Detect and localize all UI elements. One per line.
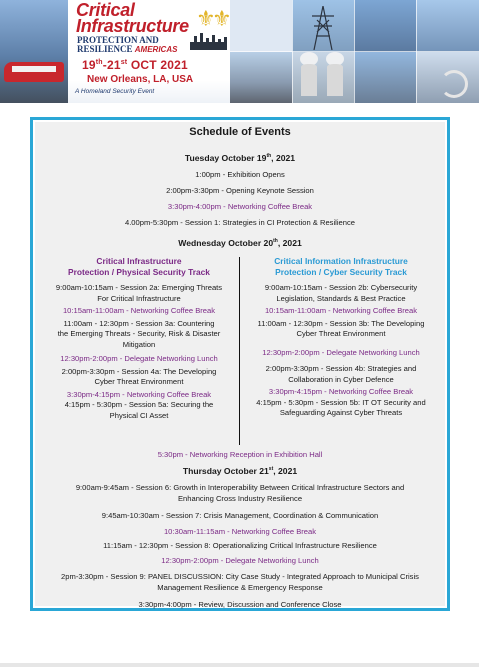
logo-subtitle-accent: AMERICAS: [134, 45, 178, 54]
schedule-item-break: 3:30pm-4:15pm - Networking Coffee Break: [268, 387, 414, 396]
page-bottom-rule: [0, 663, 479, 667]
day-heading-tuesday: Tuesday October 19th, 2021: [184, 153, 296, 163]
logo-title-line1: Critical: [76, 0, 135, 20]
schedule-item: 2:00pm-3:30pm - Session 4b: Strategies and: [265, 364, 417, 373]
track-divider: [239, 257, 240, 445]
track-title-line: Critical Infrastructure: [96, 256, 182, 266]
banner-divider: [230, 51, 479, 52]
schedule-item: 11:00am - 12:30pm - Session 3b: The Developing: [257, 318, 425, 328]
satellite-dish-icon: [440, 70, 468, 98]
schedule-item: Collaboration in Cyber Defence: [288, 374, 394, 384]
cyber-security-track: [246, 256, 436, 419]
schedule-item-break: 3:30pm-4:00pm - Networking Coffee Break: [167, 202, 313, 211]
schedule-item-lunch: 12:30pm-2:00pm - Delegate Networking Lunch: [60, 354, 218, 363]
track-title-line: Critical Information Infrastructure: [274, 256, 408, 266]
day-heading-wednesday: Wednesday October 20th, 2021: [178, 238, 302, 248]
industrial-photo: [230, 52, 292, 103]
logo-subtitle-word: RESILIENCE: [77, 44, 133, 54]
event-tagline: A Homeland Security Event: [75, 88, 155, 95]
schedule-item: 3:30pm-4:00pm - Review, Discussion and Conference Close: [138, 600, 342, 609]
schedule-item: the Emerging Threats - Security, Risk & Disaster: [57, 329, 221, 338]
schedule-item: Safeguarding Against Cyber Threats: [279, 408, 403, 417]
schedule-item: 1:00pm - Exhibition Opens: [195, 170, 285, 179]
schedule-item-break: 10:15am-11:00am - Networking Coffee Break: [62, 306, 216, 315]
train-icon: [4, 62, 64, 82]
train-window: [12, 66, 56, 72]
schedule-item: For Critical Infrastructure: [97, 293, 181, 303]
schedule-item: 2:00pm-3:30pm - Opening Keynote Session: [166, 186, 314, 195]
fleur-de-lis-icon: ⚜: [196, 6, 216, 31]
schedule-item: Enhancing Cross Industry Resilience: [177, 494, 303, 503]
schedule-item: 2:00pm-3:30pm - Session 4a: The Developing: [61, 366, 217, 376]
schedule-item: 4:15pm - 5:30pm - Session 5a: Securing the: [64, 400, 214, 409]
schedule-item-break: 3:30pm-4:15pm - Networking Coffee Break: [66, 389, 212, 399]
schedule-item: 11:15am - 12:30pm - Session 8: Operationalizing Critical Infrastructure Resilience: [103, 541, 377, 550]
train-photo: [0, 0, 68, 103]
cooling-tower-icon: [301, 64, 317, 96]
schedule-item-break: 10:15am-11:00am - Networking Coffee Break: [264, 306, 418, 315]
schedule-title: Schedule of Events: [189, 126, 291, 138]
logo-title-line2: Infrastructure: [76, 16, 189, 36]
skyline-icon: [190, 30, 228, 50]
schedule-item: Management Resilience & Emergency Response: [157, 583, 323, 592]
schedule-item-lunch: 12:30pm-2:00pm - Delegate Networking Lunch: [161, 556, 319, 565]
logo-subtitle-line2: [77, 45, 177, 54]
schedule-item: Physical CI Asset: [109, 410, 169, 420]
aircraft-photo: [354, 52, 416, 103]
schedule-item: 9:00am-10:15am - Session 2b: Cybersecurity: [264, 283, 418, 292]
schedule-item-reception: 5:30pm - Networking Reception in Exhibition Hall: [157, 450, 323, 459]
schedule-item: 2pm-3:30pm - Session 9: PANEL DISCUSSION: City Case Study - Integrated Approach to Municipal Crisis: [61, 572, 419, 581]
cooling-tower-icon: [327, 64, 343, 96]
logo-subtitle-line1: PROTECTION AND: [77, 35, 159, 45]
schedule-item: Mitigation: [122, 339, 156, 349]
schedule-item: Cyber Threat Environment: [296, 329, 386, 338]
day-heading-thursday: Thursday October 21st, 2021: [182, 466, 298, 476]
event-dates: 19th-21st OCT 2021: [82, 58, 188, 72]
schedule-item: 9:45am-10:30am - Session 7: Crisis Management, Coordination & Communication: [101, 511, 379, 520]
schedule-item: Cyber Threat Environment: [94, 377, 184, 386]
schedule-item: 4.00pm-5:30pm - Session 1: Strategies in CI Protection & Resilience: [124, 218, 356, 227]
schedule-item-break: 10:30am-11:15am - Networking Coffee Break: [163, 527, 317, 536]
schedule-item: Legislation, Standards & Best Practice: [276, 293, 406, 303]
track-title-line: Protection / Cyber Security Track: [275, 267, 407, 277]
fleur-de-lis-icon: ⚜: [212, 6, 232, 31]
event-location: New Orleans, LA, USA: [87, 74, 194, 85]
schedule-item: 9:00am-9:45am - Session 6: Growth in Interoperability Between Critical Infrastructure Sectors and: [75, 483, 405, 492]
event-banner: [0, 0, 479, 103]
physical-security-track: [44, 256, 234, 421]
schedule-item: 11:00am - 12:30pm - Session 3a: Countering: [63, 318, 215, 328]
pylon-icon: [310, 6, 336, 50]
track-title-line: Protection / Physical Security Track: [68, 267, 210, 277]
schedule-item: 9:00am-10:15am - Session 2a: Emerging Threats: [55, 283, 223, 292]
schedule-item: 4:15pm - 5:30pm - Session 5b: IT OT Security and: [256, 397, 426, 407]
schedule-item-lunch: 12:30pm-2:00pm - Delegate Networking Lunch: [262, 347, 420, 357]
